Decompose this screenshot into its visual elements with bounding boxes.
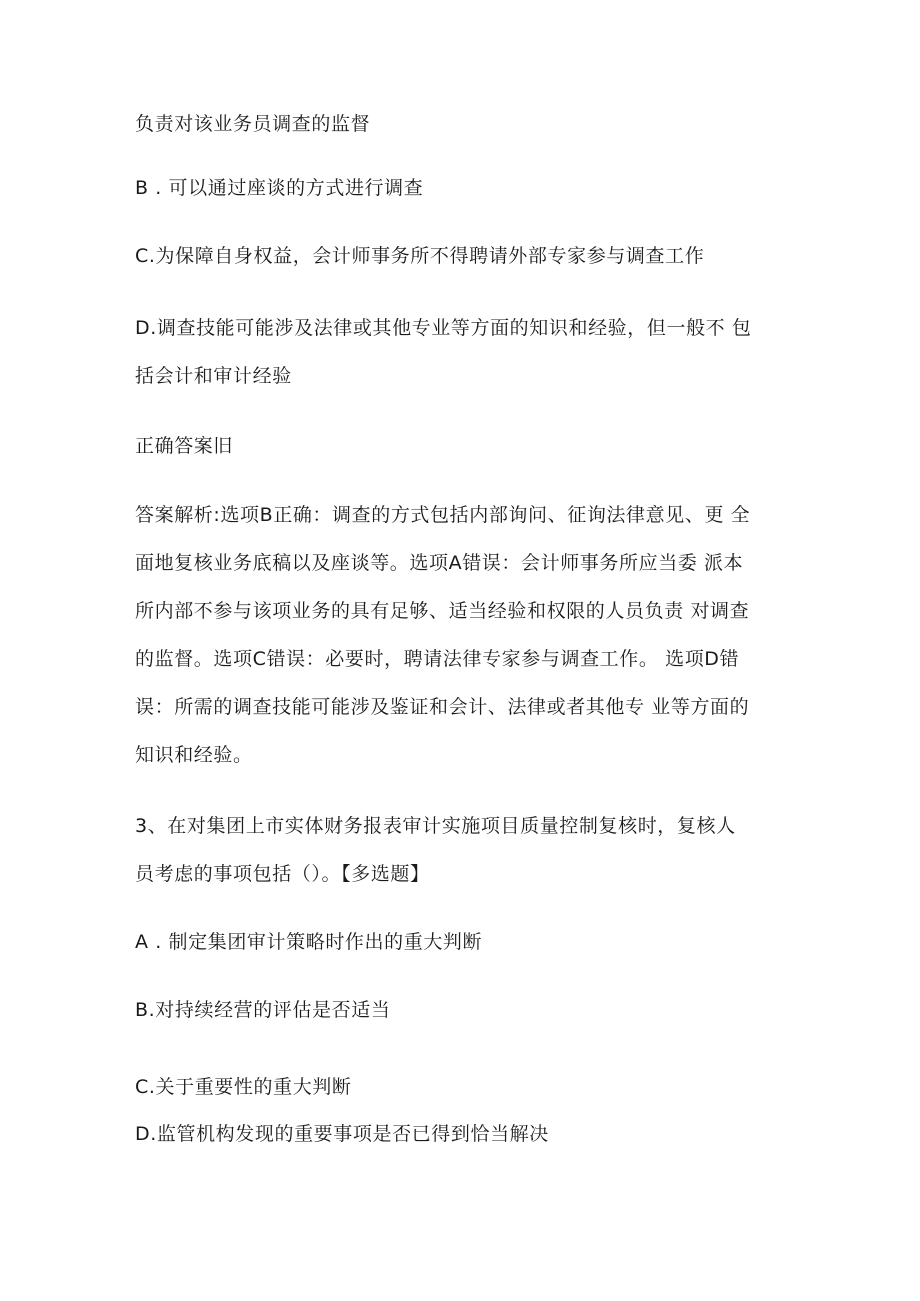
answer-analysis-line2: 面地复核业务底稿以及座谈等。选项A错误：会计师事务所应当委 派本 — [135, 552, 744, 574]
prev-question-option-d-line1: D.调查技能可能涉及法律或其他专业等方面的知识和经验，但一般不 包 — [135, 317, 752, 339]
question-3-option-a: A . 制定集团审计策略时作出的重大判断 — [135, 931, 483, 953]
question-3-option-d: D.监管机构发现的重要事项是否已得到恰当解决 — [135, 1123, 549, 1145]
question-3-option-c: C.关于重要性的重大判断 — [135, 1076, 352, 1098]
question-3-line1: 3、在对集团上市实体财务报表审计实施项目质量控制复核时，复核人 — [135, 815, 736, 837]
answer-analysis-line3: 所内部不参与该项业务的具有足够、适当经验和权限的人员负责 对调查 — [135, 600, 750, 622]
question-3-option-b: B.对持续经营的评估是否适当 — [135, 999, 391, 1021]
question-3-line2: 员考虑的事项包括（）。【多选题】 — [135, 863, 430, 885]
answer-analysis-line5: 误：所需的调查技能可能涉及鉴证和会计、法律或者其他专 业等方面的 — [135, 696, 750, 718]
answer-analysis-line4: 的监督。选项C错误：必要时，聘请法律专家参与调查工作。 选项D错 — [135, 648, 740, 670]
answer-analysis-line1: 答案解析:选项B正确：调查的方式包括内部询问、征询法律意见、更 全 — [135, 504, 751, 526]
answer-analysis-line6: 知识和经验。 — [135, 744, 253, 766]
prev-question-option-d-line2: 括会计和审计经验 — [135, 365, 292, 387]
prev-question-option-b: B . 可以通过座谈的方式进行调查 — [135, 177, 424, 199]
correct-answer: 正确答案旧 — [135, 435, 234, 457]
prev-question-option-c: C.为保障自身权益，会计师事务所不得聘请外部专家参与调查工作 — [135, 245, 705, 267]
prev-question-option-a-continuation: 负责对该业务员调查的监督 — [135, 113, 371, 135]
